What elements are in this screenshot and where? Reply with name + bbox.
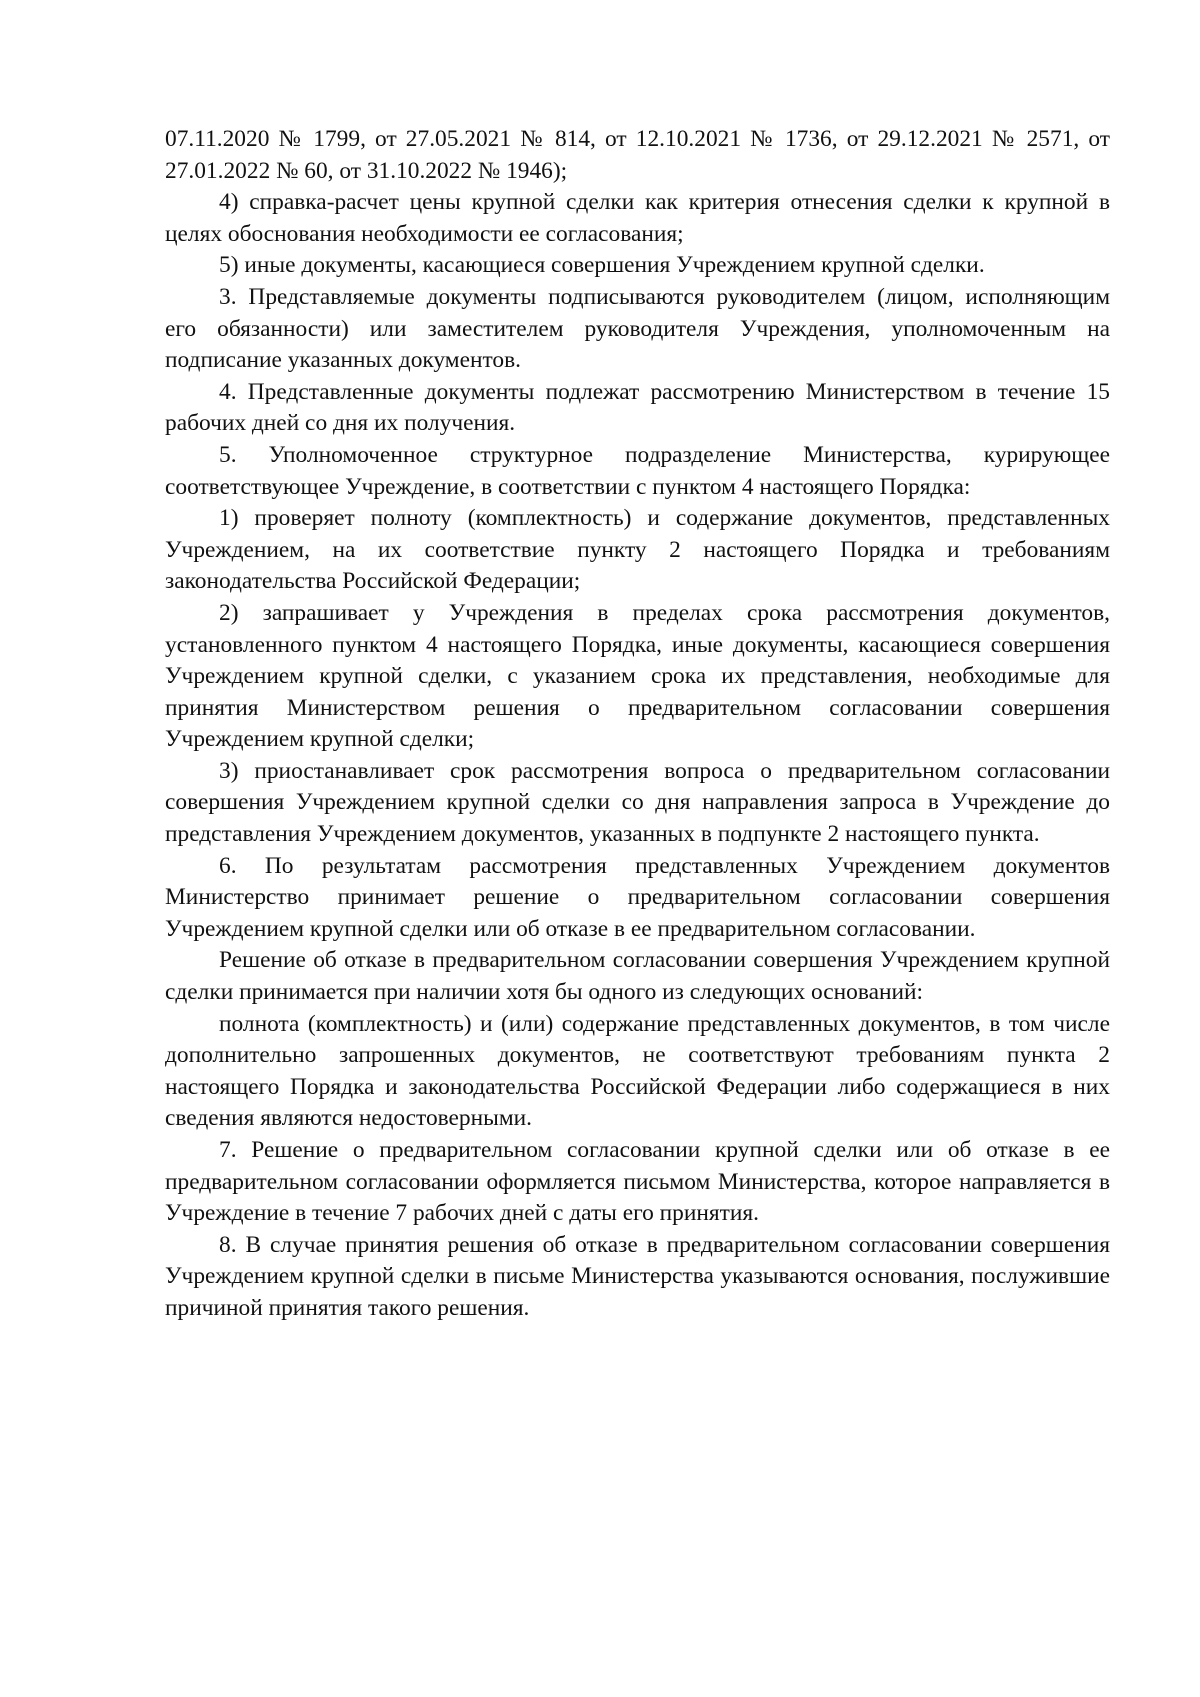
paragraph-clause-8: 8. В случае принятия решения об отказе в предварительном согласовании совершения Учреждением крупной сделки в письме Министерства указываются основания, послужившие причиной принятия такого решения. [165, 1231, 1110, 1321]
paragraph-clause-5-item-1: 1) проверяет полноту (комплектность) и содержание документов, представленных Учреждением, на их соответствие пункту 2 настоящего Порядка и требованиям законодательства Российской Федерации; [165, 505, 1110, 595]
paragraph-clause-5: 5. Уполномоченное структурное подразделение Министерства, курирующее соответствующее Учреждение, в соответствии с пунктом 4 настоящего Порядка: [165, 441, 1110, 500]
paragraph-clause-5-item-2: 2) запрашивает у Учреждения в пределах срока рассмотрения документов, установленного пунктом 4 настоящего Порядка, иные документы, касающиеся совершения Учреждением крупной сделки, с указанием срока их представления, необходимые для принятия Министерством решения о предварительном согласовании совершения Учреждением крупной сделки; [165, 599, 1110, 753]
paragraph-clause-4: 4. Представленные документы подлежат рассмотрению Министерством в течение 15 рабочих дней со дня их получения. [165, 378, 1110, 437]
paragraph-refusal-reason: полнота (комплектность) и (или) содержание представленных документов, в том числе дополнительно запрошенных документов, не соответствуют требованиям пункта 2 настоящего Порядка и законодательства Российской Федерации либо содержащиеся в них сведения являются недостоверными. [165, 1010, 1110, 1132]
paragraph-clause-7: 7. Решение о предварительном согласовании крупной сделки или об отказе в ее предварительном согласовании оформляется письмом Министерства, которое направляется в Учреждение в течение 7 рабочих дней с даты его принятия. [165, 1137, 1110, 1227]
paragraph-clause-6: 6. По результатам рассмотрения представленных Учреждением документов Министерство принимает решение о предварительном согласовании совершения Учреждением крупной сделки или об отказе в ее предварительном согласовании. [165, 852, 1110, 942]
document-body [165, 124, 1110, 1325]
paragraph-clause-3: 3. Представляемые документы подписываются руководителем (лицом, исполняющим его обязанности) или заместителем руководителя Учреждения, уполномоченным на подписание указанных документов. [165, 283, 1110, 374]
paragraph-continuation: 07.11.2020 № 1799, от 27.05.2021 № 814, от 12.10.2021 № 1736, от 29.12.2021 № 2571, от 27.01.2022 № 60, от 31.10.2022 № 1946); [165, 126, 1110, 184]
paragraph-item-5: 5) иные документы, касающиеся совершения Учреждением крупной сделки. [219, 252, 985, 279]
paragraph-clause-5-item-3: 3) приостанавливает срок рассмотрения вопроса о предварительном согласовании совершения Учреждением крупной сделки со дня направления запроса в Учреждение до представления Учреждением документов, указанных в подпункте 2 настоящего пункта. [165, 757, 1110, 848]
paragraph-item-4: 4) справка-расчет цены крупной сделки как критерия отнесения сделки к крупной в целях обоснования необходимости ее согласования; [165, 189, 1110, 247]
paragraph-refusal-grounds: Решение об отказе в предварительном согласовании совершения Учреждением крупной сделки принимается при наличии хотя бы одного из следующих оснований: [165, 947, 1110, 1006]
